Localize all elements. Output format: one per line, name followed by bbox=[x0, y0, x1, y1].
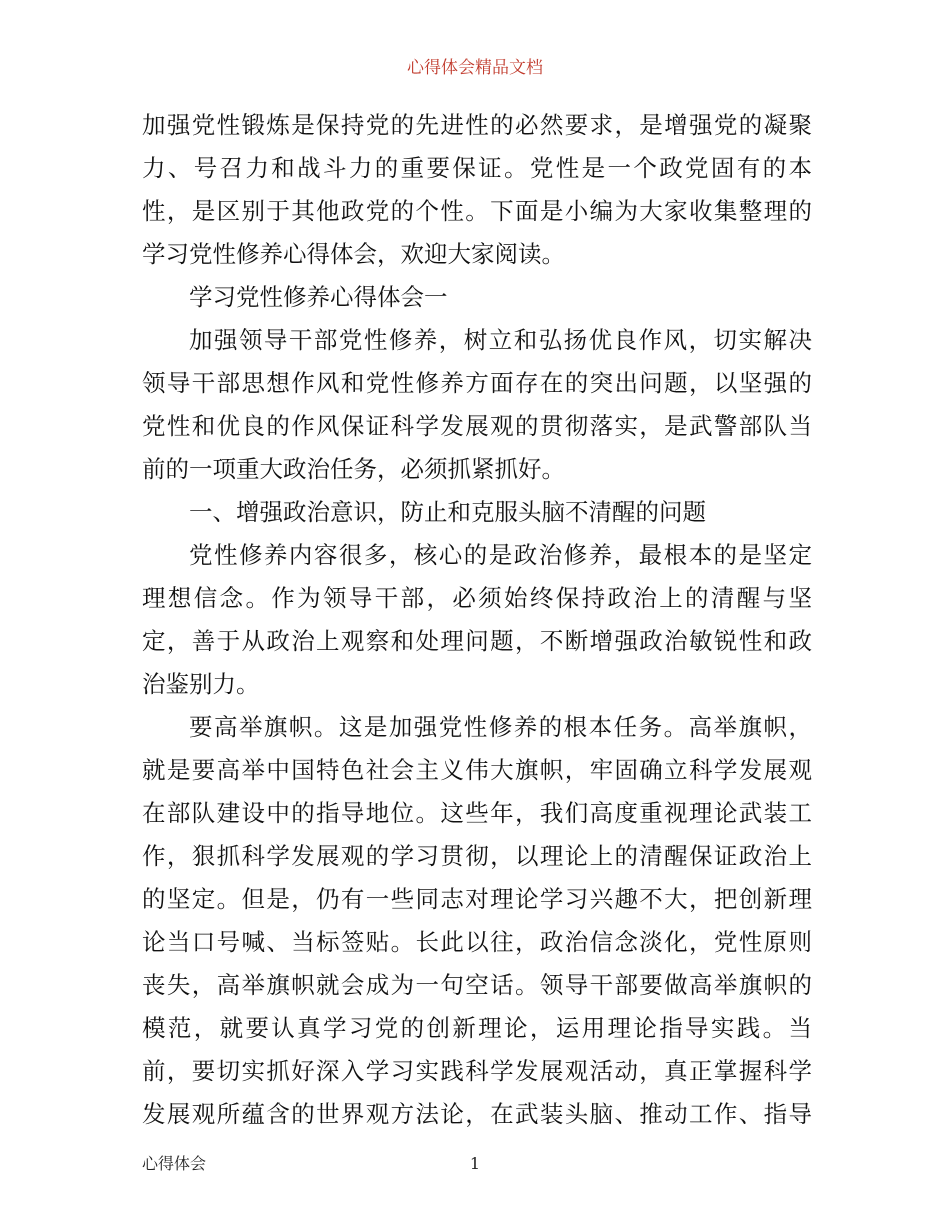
text-line: 力、号召力和战斗力的重要保证。党性是一个政党固有的本 bbox=[142, 154, 812, 182]
text-line: 发展观所蕴含的世界观方法论，在武装头脑、推动工作、指导 bbox=[142, 1100, 812, 1128]
document-body bbox=[142, 104, 812, 1136]
footer-label: 心得体会 bbox=[142, 1154, 207, 1173]
text-line: 模范，就要认真学习党的创新理论，运用理论指导实践。当 bbox=[142, 1014, 812, 1042]
text-line: 论当口号喊、当标签贴。长此以往，政治信念淡化，党性原则 bbox=[142, 928, 812, 956]
text-line: 性，是区别于其他政党的个性。下面是小编为大家收集整理的 bbox=[142, 197, 812, 225]
text-line: 治鉴别力。 bbox=[142, 670, 260, 698]
section-heading: 学习党性修养心得体会一 bbox=[189, 283, 448, 311]
text-line: 学习党性修养心得体会，欢迎大家阅读。 bbox=[142, 240, 565, 268]
text-line: 作，狠抓科学发展观的学习贯彻，以理论上的清醒保证政治上 bbox=[142, 842, 812, 870]
text-line: 党性修养内容很多，核心的是政治修养，最根本的是坚定 bbox=[189, 541, 812, 569]
text-line: 就是要高举中国特色社会主义伟大旗帜，牢固确立科学发展观 bbox=[142, 756, 812, 784]
page-number: 1 bbox=[469, 1154, 481, 1173]
text-line: 定，善于从政治上观察和处理问题，不断增强政治敏锐性和政 bbox=[142, 627, 812, 655]
page-header-title: 心得体会精品文档 bbox=[407, 58, 543, 78]
section-heading: 一、增强政治意识，防止和克服头脑不清醒的问题 bbox=[189, 498, 706, 526]
text-line: 前，要切实抓好深入学习实践科学发展观活动，真正掌握科学 bbox=[142, 1057, 812, 1085]
text-line: 党性和优良的作风保证科学发展观的贯彻落实，是武警部队当 bbox=[142, 412, 812, 440]
text-line: 前的一项重大政治任务，必须抓紧抓好。 bbox=[142, 455, 565, 483]
text-line: 加强领导干部党性修养，树立和弘扬优良作风，切实解决 bbox=[189, 326, 812, 354]
text-line: 加强党性锻炼是保持党的先进性的必然要求，是增强党的凝聚 bbox=[142, 111, 812, 139]
text-line: 的坚定。但是，仍有一些同志对理论学习兴趣不大，把创新理 bbox=[142, 885, 812, 913]
text-line: 领导干部思想作风和党性修养方面存在的突出问题，以坚强的 bbox=[142, 369, 812, 397]
text-line: 在部队建设中的指导地位。这些年，我们高度重视理论武装工 bbox=[142, 799, 812, 827]
text-line: 丧失，高举旗帜就会成为一句空话。领导干部要做高举旗帜的 bbox=[142, 971, 812, 999]
text-line: 理想信念。作为领导干部，必须始终保持政治上的清醒与坚 bbox=[142, 584, 812, 612]
text-line: 要高举旗帜。这是加强党性修养的根本任务。高举旗帜， bbox=[189, 713, 812, 741]
